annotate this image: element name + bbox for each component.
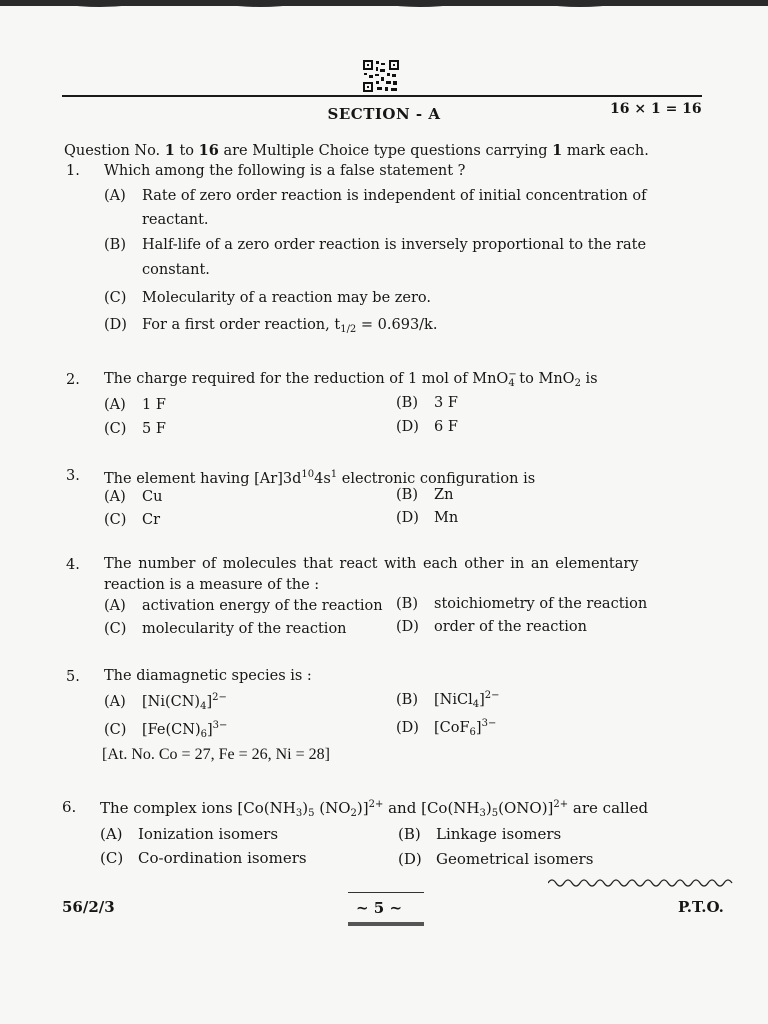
option-b[interactable]: (B) Linkage isomers — [398, 825, 562, 843]
question-text: The diamagnetic species is : — [104, 668, 312, 684]
page-number: ~ 5 ~ — [356, 899, 403, 917]
option-text: Molecularity of a reaction may be zero. — [142, 290, 432, 306]
section-marks: 16 × 1 = 16 — [610, 101, 702, 117]
option-d[interactable]: (D) Geometrical isomers — [398, 850, 594, 868]
option-a[interactable]: (A) Cu — [104, 489, 163, 505]
decorative-squiggle — [548, 877, 734, 889]
option-text: Rate of zero order reaction is independent of initial concentration of — [142, 188, 647, 204]
option-a[interactable]: (A) $[Ni(CN)_4]^{2-}$ — [104, 692, 227, 712]
option-b[interactable]: (B) stoichiometry of the reaction — [396, 596, 648, 612]
question-number: 1. — [66, 163, 80, 179]
question-text: Which among the following is a false statement ? — [104, 163, 466, 179]
question-number: 4. — [66, 557, 80, 573]
option-d[interactable] — [104, 317, 437, 335]
section-title: SECTION - A — [327, 105, 441, 123]
question-text-continued: reaction is a measure of the : — [104, 577, 320, 593]
instructions: Question No. 1 to 16 are Multiple Choice type questions carrying 1 mark each. — [64, 142, 649, 159]
header-rule — [62, 95, 702, 97]
option-b[interactable]: (B) Zn — [396, 487, 454, 503]
question-number: 6. — [62, 798, 77, 816]
question-text: The charge required for the reduction of 1 mol of MnO$_4$ − to MnO$_2$ is — [104, 369, 598, 389]
question-text: The complex ions [$Co(NH_3)_5$ $(NO_2)]^{2+}$ and $[Co(NH_3)_5(ONO)]^{2+}$ are called — [100, 799, 649, 819]
qr-code — [362, 59, 400, 93]
option-d[interactable]: (D) 6 F — [396, 419, 458, 435]
option-c[interactable]: (C) Cr — [104, 512, 161, 528]
option-a[interactable]: (A) activation energy of the reaction — [104, 598, 383, 614]
option-a[interactable] — [104, 188, 647, 204]
question-number: 5. — [66, 669, 80, 685]
option-a-continued: reactant. — [142, 212, 209, 228]
option-b[interactable]: (B) [NiCl$_4$]$^{2-}$ — [396, 690, 500, 710]
pto-label: P.T.O. — [678, 898, 724, 916]
top-border-pattern — [60, 0, 710, 10]
option-d[interactable]: (D) $[CoF_6]^{3-}$ — [396, 718, 497, 738]
option-label: (A) — [104, 188, 126, 204]
question-number: 2. — [66, 372, 80, 388]
option-label: (C) — [104, 290, 127, 306]
option-c[interactable]: (C) Co-ordination isomers — [100, 849, 307, 867]
option-c[interactable]: (C) $[Fe(CN)_6]^{3-}$ — [104, 720, 228, 740]
paper-code: 56/2/3 — [62, 898, 115, 916]
page-number-rule-top — [348, 892, 424, 893]
question-text: The element having $[Ar]3d^{10}4s^1$ electronic configuration is — [104, 469, 536, 487]
option-a[interactable]: (A) 1 F — [104, 397, 166, 413]
option-label: (B) — [104, 237, 126, 253]
option-text: Half-life of a zero order reaction is inversely proportional to the rate — [142, 237, 647, 253]
option-label: (D) — [104, 317, 127, 333]
atomic-number-note: [At. No. Co = 27, Fe = 26, Ni = 28] — [102, 746, 330, 763]
question-text: The number of molecules that react with each other in an elementary — [104, 556, 639, 572]
page-number-rule-bottom — [348, 922, 424, 926]
option-c[interactable]: (C) molecularity of the reaction — [104, 621, 347, 637]
option-a[interactable]: (A) Ionization isomers — [100, 825, 279, 843]
option-c[interactable]: (C) 5 F — [104, 421, 166, 437]
option-d[interactable]: (D) order of the reaction — [396, 619, 587, 635]
option-b[interactable]: (B) 3 F — [396, 395, 458, 411]
question-number: 3. — [66, 468, 80, 484]
option-b-continued: constant. — [142, 262, 210, 278]
option-text: For a first order reaction, $t_{1/2} = 0.693/k$. — [142, 317, 438, 335]
option-c[interactable] — [104, 290, 431, 306]
option-b[interactable] — [104, 237, 646, 253]
option-d[interactable]: (D) Mn — [396, 510, 459, 526]
